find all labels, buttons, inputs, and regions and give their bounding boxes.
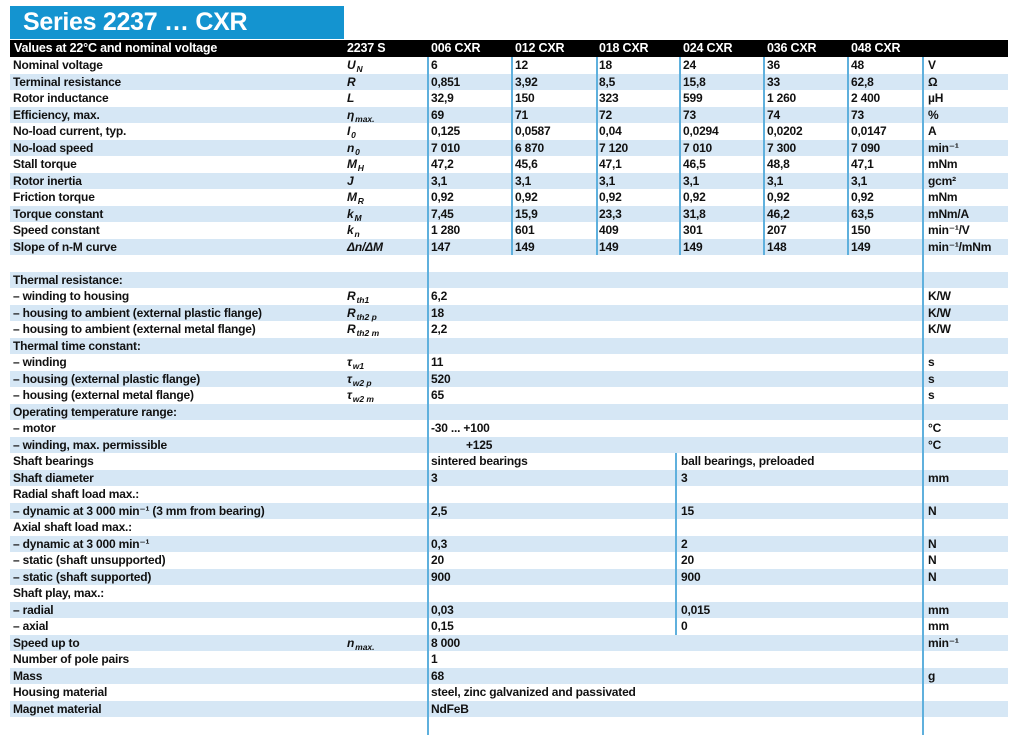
param-label: Number of pole pairs — [13, 652, 130, 666]
param-label: Shaft play, max.: — [13, 586, 105, 600]
param-symbol: $n_{max.}$ — [347, 635, 375, 652]
unit-cell: °C — [928, 421, 942, 435]
unit-cell: min⁻¹/V — [928, 223, 970, 237]
table-row — [10, 602, 1008, 619]
unit-cell: % — [928, 107, 939, 122]
table-row — [10, 470, 1008, 487]
value-cell: 46,2 — [767, 206, 790, 221]
value-cell: 3,1 — [851, 173, 868, 188]
value-cell: 148 — [767, 239, 787, 254]
table-row — [10, 684, 1008, 701]
param-label: Magnet material — [13, 701, 102, 716]
value-cell: 3 — [681, 470, 688, 485]
param-symbol-subscript: w2 p — [352, 377, 372, 388]
unit-column-divider — [922, 57, 924, 735]
value-cell: 65 — [431, 388, 444, 402]
value-cell: 0,04 — [599, 124, 622, 138]
value-cell: 0,015 — [681, 602, 711, 617]
unit-cell: s — [928, 355, 935, 369]
table-row — [10, 354, 1008, 371]
unit-cell: K/W — [928, 322, 951, 336]
value-cell: 0 — [681, 619, 688, 633]
value-cell: 1 260 — [767, 91, 797, 105]
param-label: – radial — [13, 602, 54, 617]
value-cell: 0,92 — [851, 190, 874, 204]
value-cell: 47,1 — [851, 157, 874, 171]
param-symbol-subscript: H — [357, 163, 364, 173]
param-label: – housing to ambient (external plastic flange) — [13, 305, 262, 320]
value-cell: 36 — [767, 58, 780, 72]
value-cell: -30 ... +100 — [431, 421, 490, 435]
param-label: – static (shaft unsupported) — [13, 553, 166, 567]
table-row — [10, 536, 1008, 553]
table-row — [10, 552, 1008, 569]
param-label: No-load speed — [13, 140, 94, 155]
param-label: – dynamic at 3 000 min⁻¹ (3 mm from bearing) — [13, 503, 265, 518]
value-cell: 32,9 — [431, 91, 454, 105]
param-label: Operating temperature range: — [13, 404, 177, 419]
column-header-variant-6: 048 CXR — [851, 41, 901, 55]
param-label: Rotor inertia — [13, 173, 82, 188]
param-symbol-subscript: w1 — [352, 361, 365, 371]
variant-column-divider — [596, 57, 598, 255]
table-row — [10, 387, 1008, 404]
param-label: – motor — [13, 421, 56, 435]
value-cell: 11 — [431, 355, 444, 369]
param-label: – winding, max. permissible — [13, 437, 167, 452]
unit-cell: mNm — [928, 190, 958, 204]
param-symbol: $\tau_{w2 p}$ — [347, 371, 372, 388]
param-symbol-subscript: th1 — [356, 295, 370, 305]
param-symbol: $\tau_{w2 m}$ — [347, 388, 374, 404]
value-cell: 7 090 — [851, 140, 881, 155]
value-cell: 72 — [599, 107, 612, 122]
value-cell: 47,1 — [599, 157, 622, 171]
value-cell: 73 — [683, 107, 696, 122]
value-cell: 150 — [851, 223, 871, 237]
unit-cell: N — [928, 569, 937, 584]
value-cell: 520 — [431, 371, 451, 386]
value-cell: 68 — [431, 668, 444, 683]
page-title: Series 2237 … CXR — [10, 6, 344, 39]
value-cell: 0,3 — [431, 536, 448, 551]
value-cell: 31,8 — [683, 206, 706, 221]
param-symbol: $M_H$ — [347, 157, 364, 173]
param-label: – housing (external plastic flange) — [13, 371, 201, 386]
value-cell: 24 — [683, 58, 696, 72]
section-header-row — [10, 519, 1008, 536]
param-symbol: Δn/ΔM — [347, 239, 383, 254]
unit-cell: N — [928, 536, 937, 551]
unit-cell: N — [928, 503, 937, 518]
value-cell: 0,92 — [599, 190, 622, 204]
variant-column-divider — [511, 57, 513, 255]
value-cell: 0,92 — [767, 190, 790, 204]
column-header-variant-5: 036 CXR — [767, 41, 817, 55]
table-row — [10, 321, 1008, 338]
unit-cell: Ω — [928, 74, 938, 89]
column-header-variant-1: 006 CXR — [431, 41, 481, 55]
table-row — [10, 156, 1008, 173]
param-label: – dynamic at 3 000 min⁻¹ — [13, 536, 150, 551]
value-cell: 3,1 — [599, 173, 616, 188]
param-label: Efficiency, max. — [13, 107, 100, 122]
param-symbol: $n_0$ — [347, 140, 360, 157]
param-label: – static (shaft supported) — [13, 569, 152, 584]
param-symbol: $U_N$ — [347, 58, 363, 74]
table-row — [10, 635, 1008, 652]
value-cell: 3,1 — [431, 173, 448, 188]
unit-cell: mm — [928, 470, 949, 485]
value-cell: 2,5 — [431, 503, 448, 518]
param-symbol: $R_{th2 m}$ — [347, 322, 380, 338]
variant-column-divider — [763, 57, 765, 255]
param-symbol: L — [347, 91, 355, 105]
value-cell: 18 — [599, 58, 612, 72]
value-cell: 149 — [599, 239, 619, 254]
value-cell: 0,0294 — [683, 124, 719, 138]
value-cell: 18 — [431, 305, 444, 320]
param-label: – winding to housing — [13, 289, 129, 303]
unit-cell: min⁻¹ — [928, 635, 959, 650]
param-label: Speed up to — [13, 635, 80, 650]
param-label: Speed constant — [13, 223, 100, 237]
value-cell: 20 — [681, 553, 694, 567]
value-cell: 0,125 — [431, 124, 461, 138]
value-cell: 3,1 — [515, 173, 532, 188]
param-symbol-subscript: w2 m — [352, 394, 374, 404]
table-row — [10, 123, 1008, 140]
value-cell: 0,851 — [431, 74, 461, 89]
values-column-divider — [427, 57, 429, 735]
value-cell: 69 — [431, 107, 444, 122]
value-cell: 6 870 — [515, 140, 545, 155]
param-label: Slope of n-M curve — [13, 239, 117, 254]
value-cell: 0,92 — [515, 190, 538, 204]
unit-cell: mNm — [928, 157, 958, 171]
table-row — [10, 74, 1008, 91]
value-cell: 149 — [851, 239, 871, 254]
value-cell: sintered bearings — [431, 454, 528, 468]
value-cell: 20 — [431, 553, 444, 567]
value-cell: 0,92 — [683, 190, 706, 204]
table-row — [10, 618, 1008, 635]
param-symbol: $k_n$ — [347, 223, 360, 239]
value-cell: 149 — [515, 239, 535, 254]
param-symbol-subscript: 0 — [351, 130, 356, 140]
value-cell: 48 — [851, 58, 864, 72]
param-label: – housing to ambient (external metal flange) — [13, 322, 256, 336]
param-label: No-load current, typ. — [13, 124, 127, 138]
value-cell: 3,92 — [515, 74, 538, 89]
table-row — [10, 239, 1008, 256]
value-cell: 3 — [431, 470, 438, 485]
value-cell: 7 010 — [431, 140, 461, 155]
unit-cell: s — [928, 388, 935, 402]
param-label: – winding — [13, 355, 67, 369]
value-cell: 6,2 — [431, 289, 448, 303]
unit-cell: µH — [928, 91, 944, 105]
value-cell: steel, zinc galvanized and passivated — [431, 685, 636, 699]
param-symbol: $I_0$ — [347, 124, 356, 140]
param-label: Thermal resistance: — [13, 272, 123, 287]
value-cell: 8,5 — [599, 74, 616, 89]
unit-cell: gcm² — [928, 173, 956, 188]
value-cell: 73 — [851, 107, 864, 122]
param-symbol: $M_R$ — [347, 190, 364, 206]
value-cell: 15,8 — [683, 74, 706, 89]
value-cell: 7 120 — [599, 140, 629, 155]
variant-column-divider — [847, 57, 849, 255]
table-row — [10, 437, 1008, 454]
param-symbol-subscript: th2 m — [356, 328, 380, 338]
table-row — [10, 57, 1008, 74]
table-row — [10, 288, 1008, 305]
param-symbol: $\eta_{max.}$ — [347, 107, 375, 124]
unit-cell: mm — [928, 602, 949, 617]
param-symbol-subscript: R — [357, 196, 364, 206]
section-header-row — [10, 338, 1008, 355]
column-header-variant-2: 012 CXR — [515, 41, 565, 55]
value-cell: NdFeB — [431, 701, 469, 716]
param-label: Shaft bearings — [13, 454, 94, 468]
spacer-row — [10, 255, 1008, 272]
param-symbol-subscript: n — [354, 229, 360, 239]
section-header-row — [10, 585, 1008, 602]
value-cell: 323 — [599, 91, 619, 105]
value-cell: 63,5 — [851, 206, 874, 221]
unit-cell: min⁻¹/mNm — [928, 239, 992, 254]
table-row — [10, 453, 1008, 470]
value-cell: 74 — [767, 107, 780, 122]
param-symbol-subscript: max. — [355, 641, 375, 652]
value-cell: 900 — [431, 569, 451, 584]
param-label: Mass — [13, 668, 43, 683]
table-row — [10, 189, 1008, 206]
param-label: Nominal voltage — [13, 58, 103, 72]
column-header-variant-3: 018 CXR — [599, 41, 649, 55]
param-symbol-subscript: th2 p — [356, 311, 377, 322]
value-cell: 150 — [515, 91, 535, 105]
value-cell: 0,0147 — [851, 124, 887, 138]
unit-cell: K/W — [928, 305, 951, 320]
value-cell: 2 — [681, 536, 688, 551]
param-label: – axial — [13, 619, 49, 633]
unit-cell: °C — [928, 437, 942, 452]
section-header-row — [10, 404, 1008, 421]
table-row — [10, 206, 1008, 223]
param-label: – housing (external metal flange) — [13, 388, 194, 402]
value-cell: 7 010 — [683, 140, 713, 155]
table-row — [10, 140, 1008, 157]
value-cell: 3,1 — [683, 173, 700, 188]
section-header-row — [10, 486, 1008, 503]
value-cell: 409 — [599, 223, 619, 237]
unit-cell: min⁻¹ — [928, 140, 959, 155]
table-row — [10, 90, 1008, 107]
value-cell: 2,2 — [431, 322, 448, 336]
value-cell: 46,5 — [683, 157, 706, 171]
value-cell: 1 280 — [431, 223, 461, 237]
table-row — [10, 371, 1008, 388]
param-label: Friction torque — [13, 190, 95, 204]
value-cell: 48,8 — [767, 157, 790, 171]
value-cell: 147 — [431, 239, 451, 254]
value-cell: 3,1 — [767, 173, 784, 188]
value-cell: 6 — [431, 58, 438, 72]
value-cell: 0,92 — [431, 190, 454, 204]
value-cell: 301 — [683, 223, 703, 237]
param-label: Axial shaft load max.: — [13, 520, 132, 534]
table-row — [10, 420, 1008, 437]
column-header-variant-4: 024 CXR — [683, 41, 733, 55]
table-row — [10, 107, 1008, 124]
value-cell: 15,9 — [515, 206, 538, 221]
param-symbol-subscript: N — [356, 64, 363, 74]
unit-cell: A — [928, 124, 937, 138]
value-cell: 0,15 — [431, 619, 454, 633]
bearing-column-divider — [675, 453, 677, 635]
param-label: Stall torque — [13, 157, 77, 171]
table-row — [10, 503, 1008, 520]
value-cell: 599 — [683, 91, 703, 105]
section-header-row — [10, 272, 1008, 289]
param-symbol: $k_M$ — [347, 206, 362, 223]
value-cell: 601 — [515, 223, 535, 237]
param-label: Torque constant — [13, 206, 104, 221]
value-cell: 0,0587 — [515, 124, 551, 138]
value-cell: 47,2 — [431, 157, 454, 171]
unit-cell: V — [928, 58, 936, 72]
unit-cell: g — [928, 668, 936, 683]
value-cell: 0,03 — [431, 602, 454, 617]
column-header-label: Values at 22°C and nominal voltage — [14, 41, 218, 55]
param-label: Terminal resistance — [13, 74, 122, 89]
table-row — [10, 651, 1008, 668]
param-label: Radial shaft load max.: — [13, 487, 140, 501]
spec-table — [10, 57, 1008, 717]
unit-cell: s — [928, 371, 935, 386]
value-cell: 23,3 — [599, 206, 622, 221]
table-row — [10, 569, 1008, 586]
table-row — [10, 173, 1008, 190]
value-cell: 62,8 — [851, 74, 874, 89]
value-cell: 15 — [681, 503, 694, 518]
variant-column-divider — [679, 57, 681, 255]
param-label: Rotor inductance — [13, 91, 109, 105]
param-label: Housing material — [13, 685, 108, 699]
param-symbol-subscript: M — [354, 212, 362, 223]
table-row — [10, 222, 1008, 239]
param-symbol: $R_{th1}$ — [347, 289, 370, 305]
value-cell: 0,0202 — [767, 124, 803, 138]
value-cell: 1 — [431, 652, 438, 666]
param-label: Shaft diameter — [13, 470, 94, 485]
param-label: Thermal time constant: — [13, 338, 141, 353]
table-column-header — [10, 40, 1008, 57]
param-symbol-subscript: max. — [355, 113, 375, 124]
value-cell: +125 — [466, 437, 493, 452]
table-row — [10, 701, 1008, 718]
value-cell: 71 — [515, 107, 528, 122]
table-row — [10, 668, 1008, 685]
param-symbol-subscript: 0 — [355, 146, 360, 157]
value-cell: 900 — [681, 569, 701, 584]
unit-cell: N — [928, 553, 937, 567]
unit-cell: K/W — [928, 289, 951, 303]
param-symbol: $\tau_{w1}$ — [347, 355, 365, 371]
value-cell: 12 — [515, 58, 528, 72]
value-cell: 2 400 — [851, 91, 881, 105]
value-cell: ball bearings, preloaded — [681, 454, 815, 468]
value-cell: 8 000 — [431, 635, 461, 650]
param-symbol: R — [347, 74, 356, 89]
unit-cell: mNm/A — [928, 206, 970, 221]
value-cell: 149 — [683, 239, 703, 254]
unit-cell: mm — [928, 619, 949, 633]
value-cell: 7,45 — [431, 206, 454, 221]
value-cell: 207 — [767, 223, 787, 237]
value-cell: 45,6 — [515, 157, 538, 171]
value-cell: 33 — [767, 74, 780, 89]
param-symbol: J — [347, 173, 354, 188]
column-header-series: 2237 S — [347, 41, 386, 55]
value-cell: 7 300 — [767, 140, 797, 155]
param-symbol: $R_{th2 p}$ — [347, 305, 377, 322]
table-row — [10, 305, 1008, 322]
